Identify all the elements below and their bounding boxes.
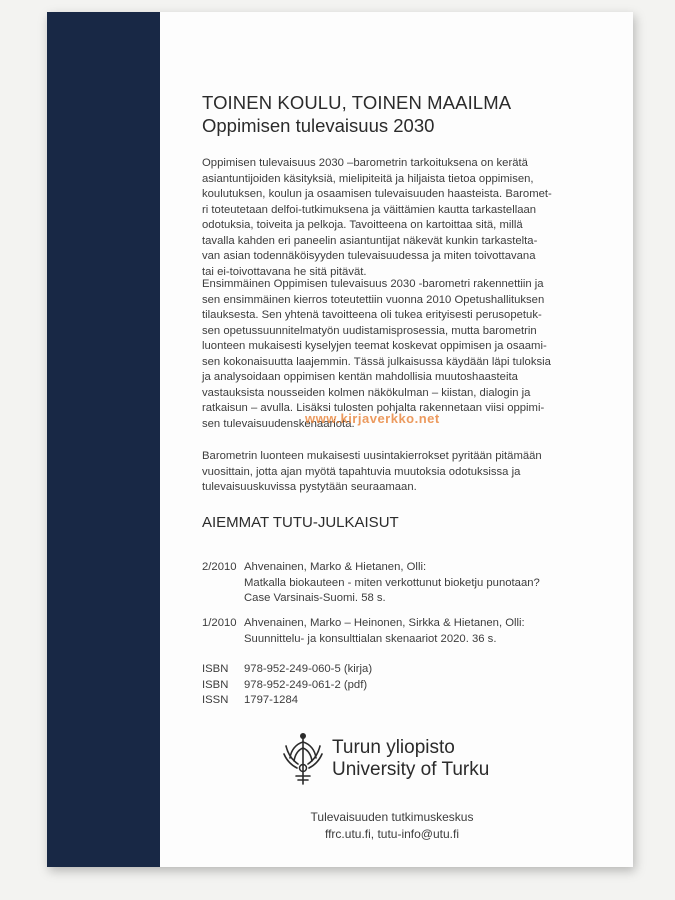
text-line: ratkaisun – avulla. Lisäksi tulosten pohjalta rakennetaan viisi oppimi- xyxy=(202,402,545,414)
identifier-label: ISBN xyxy=(202,663,229,675)
text-line: odotuksia, toiveita ja pelkoja. Tavoitteena on kartoittaa sitä, millä xyxy=(202,219,523,231)
previous-publications-heading: AIEMMAT TUTU-JULKAISUT xyxy=(202,514,399,531)
text-line: sen kokonaisuutta laajemmin. Tässä julkaisussa käydään läpi tuloksia xyxy=(202,355,551,368)
text-line: ri toteutetaan delfoi-tutkimuksena ja väittämien kautta tarkastellaan xyxy=(202,203,537,216)
text-line: tilauksesta. Sen yhtenä tavoitteena oli tukea erityisesti perusopetuk- xyxy=(202,309,542,321)
publication-number: 2/2010 xyxy=(202,561,237,573)
publication-number: 1/2010 xyxy=(202,617,237,629)
text-line: ja analysoidaan oppimisen kentän mahdollisia muutoshaasteita xyxy=(202,371,518,383)
publication-line: Ahvenainen, Marko – Heinonen, Sirkka & Hietanen, Olli: xyxy=(244,617,525,629)
university-name-english: University of Turku xyxy=(332,759,490,780)
text-line: koulutuksen, koulun ja osaamisen tulevaisuuden haasteista. Baromet- xyxy=(202,188,552,200)
text-line: tavalla kahden eri paneelin asiantuntijat näkevät kunkin tarkastelta- xyxy=(202,234,538,247)
publication-line: Suunnittelu- ja konsulttialan skenaariot 2020. 36 s. xyxy=(244,632,497,645)
identifier-value: 978-952-249-060-5 (kirja) xyxy=(244,663,373,675)
university-emblem-icon xyxy=(282,730,324,788)
publication-line: Ahvenainen, Marko & Hietanen, Olli: xyxy=(244,561,427,573)
watermark-text: www.kirjaverkko.net xyxy=(305,411,440,426)
text-line: luonteen mukaisesti kyselyjen teemat koskevat oppimisen ja osaami- xyxy=(202,340,547,352)
text-line: Ensimmäinen Oppimisen tulevaisuus 2030 -barometri rakennettiin ja xyxy=(202,278,544,290)
text-line: asiantuntijoiden käsityksiä, mielipiteitä ja hiljaista tietoa oppimisen, xyxy=(202,172,534,185)
description-paragraph-2 xyxy=(202,277,602,432)
description-paragraph-1 xyxy=(202,156,602,280)
publisher-name: Tulevaisuuden tutkimuskeskus xyxy=(310,810,474,824)
identifier-value: 1797-1284 xyxy=(244,694,299,706)
publication-line: Case Varsinais-Suomi. 58 s. xyxy=(244,592,386,604)
identifier-label: ISBN xyxy=(202,678,229,691)
text-line: Barometrin luonteen mukaisesti uusintakierrokset pyritään pitämään xyxy=(202,450,542,462)
text-line: vuosittain, jotta ajan myötä tapahtuvia muutoksia odotuksissa ja xyxy=(202,465,521,478)
university-logo xyxy=(282,730,502,790)
text-line: sen ensimmäinen kierros toteutettiin vuonna 2010 Opetushallituksen xyxy=(202,293,545,306)
description-paragraph-3 xyxy=(202,449,602,496)
publisher-contact: ffrc.utu.fi, tutu-info@utu.fi xyxy=(324,827,460,841)
identifier-value: 978-952-249-061-2 (pdf) xyxy=(244,678,368,691)
cover-title: TOINEN KOULU, TOINEN MAAILMA xyxy=(202,92,512,113)
publication-line: Matkalla biokauteen - miten verkottunut bioketju punotaan? xyxy=(244,576,540,589)
university-name-finnish: Turun yliopisto xyxy=(332,737,455,758)
navy-spine-band xyxy=(47,12,160,867)
text-line: Oppimisen tulevaisuus 2030 –barometrin tarkoituksena on kerätä xyxy=(202,157,528,169)
text-line: sen tulevaisuudenskenaariota. xyxy=(202,417,355,430)
text-line: sen opetussuunnitelmatyön uudistamisprosessia, mutta barometrin xyxy=(202,324,537,337)
text-line: tulevaisuuskuvissa pystytään seuraamaan. xyxy=(202,481,417,493)
cover-text-area xyxy=(202,12,622,867)
publisher-footer xyxy=(282,809,502,843)
text-line: tai ei-toivottavana he sitä pitävät. xyxy=(202,265,367,278)
university-name xyxy=(332,737,489,781)
book-back-cover xyxy=(47,12,633,867)
text-line: vastauksista nousseiden kolmen näkökulman – kiistan, dialogin ja xyxy=(202,386,531,399)
text-line: van asian todennäköisyyden tulevaisuudessa ja miten toivottavana xyxy=(202,250,536,262)
identifier-label: ISSN xyxy=(202,694,229,706)
cover-subtitle: Oppimisen tulevaisuus 2030 xyxy=(202,115,435,136)
